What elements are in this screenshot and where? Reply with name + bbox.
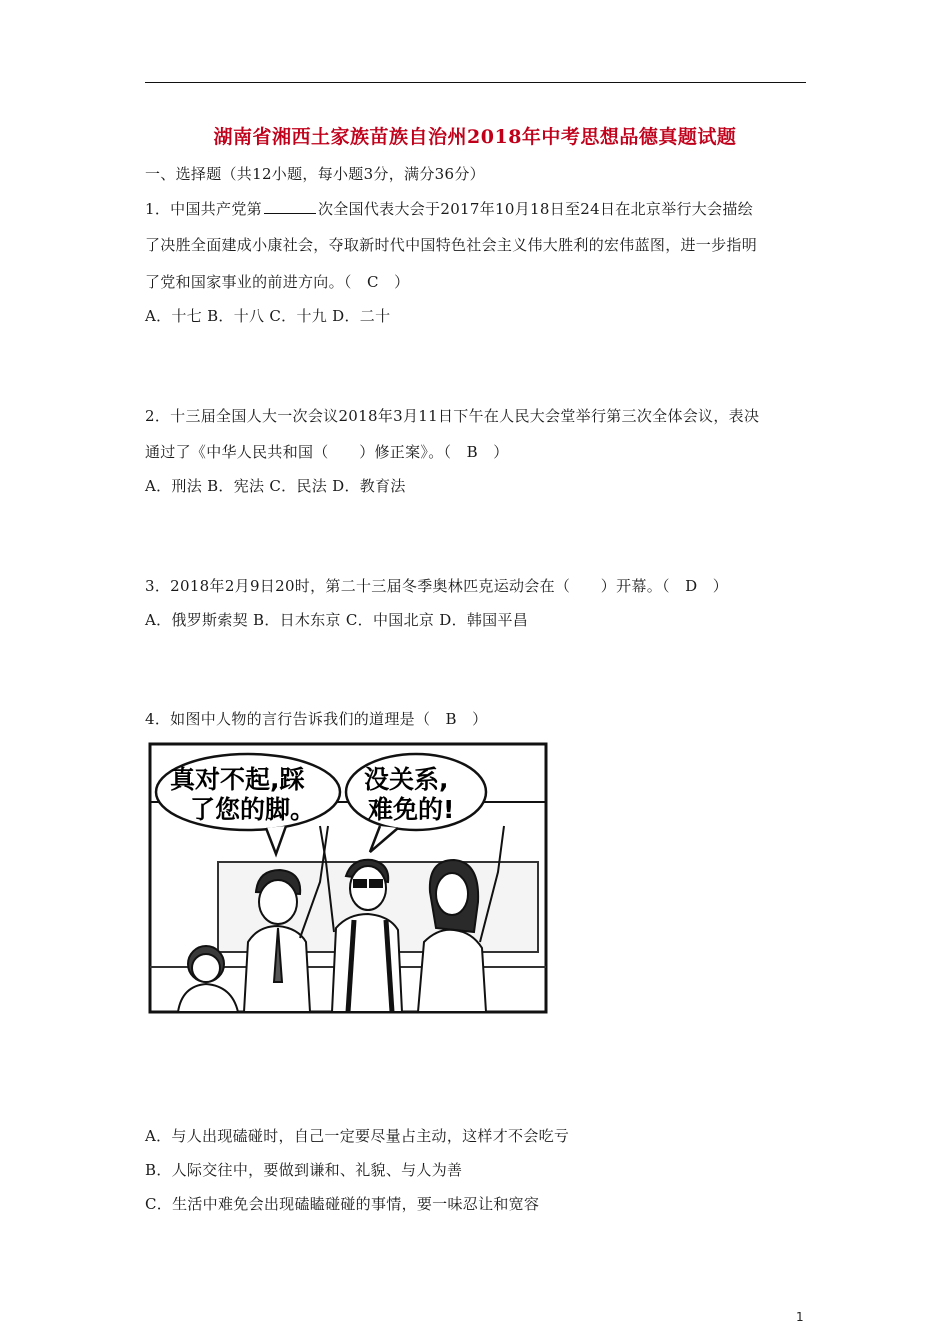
question-2-options: A．刑法 B．宪法 C．民法 D．教育法 — [145, 477, 406, 495]
question-1-options: A．十七 B．十八 C．十九 D．二十 — [145, 307, 391, 325]
cartoon-illustration — [148, 742, 548, 1014]
bubble-right-line-2: 难免的! — [368, 795, 455, 824]
question-4-option-a: A．与人出现磕碰时，自己一定要尽量占主动，这样才不会吃亏 — [145, 1127, 570, 1145]
question-1-line-1 — [145, 198, 753, 219]
question-4-option-c: C．生活中难免会出现磕瞌碰碰的事情，要一味忍让和宽容 — [145, 1195, 540, 1213]
page-number: 1 — [796, 1310, 804, 1324]
question-1-prefix: 1．中国共产党第 — [145, 200, 262, 218]
section-heading: 一、选择题（共12小题，每小题3分，满分36分） — [145, 165, 485, 183]
bubble-left-line-2: 了您的脚。 — [190, 795, 316, 824]
question-3-line-1: 3．2018年2月9日20时，第二十三届冬季奥林匹克运动会在（ ）开幕。（ D ） — [145, 577, 729, 595]
question-1-suffix: 次全国代表大会于2017年10月18日至24日在北京举行大会描绘 — [317, 200, 753, 218]
document-title: 湖南省湘西土家族苗族自治州2018年中考思想品德真题试题 — [213, 126, 737, 148]
question-3-options: A．俄罗斯索契 B．日木东京 C．中国北京 D．韩国平昌 — [145, 611, 529, 629]
answer-blank — [264, 212, 316, 214]
question-4-line-1: 4．如图中人物的言行告诉我们的道理是（ B ） — [145, 710, 488, 728]
header-rule — [145, 82, 806, 83]
question-4-option-b: B．人际交往中，要做到谦和、礼貌、与人为善 — [145, 1161, 463, 1179]
bubble-left-line-1: 真对不起,踩 — [170, 765, 305, 794]
question-1-line-2: 了决胜全面建成小康社会，夺取新时代中国特色社会主义伟大胜利的宏伟蓝图，进一步指明 — [145, 236, 758, 254]
bubble-right-line-1: 没关系, — [364, 765, 449, 794]
question-1-line-3: 了党和国家事业的前进方向。（ C ） — [145, 273, 410, 291]
question-2-line-2: 通过了《中华人民共和国（ ）修正案》。（ B ） — [145, 443, 509, 461]
question-2-line-1: 2．十三届全国人大一次会议2018年3月11日下午在人民大会堂举行第三次全体会议，表决 — [145, 407, 760, 425]
